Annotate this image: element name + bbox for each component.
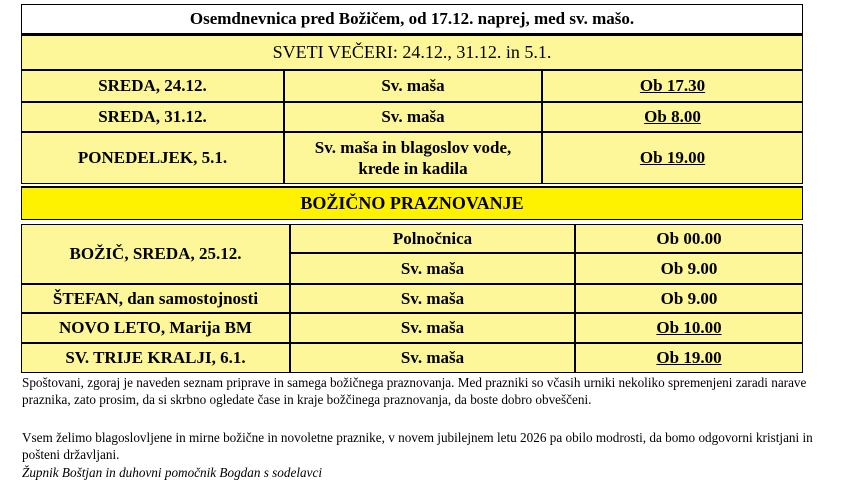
section-heading-sveti-veceri [21, 34, 803, 70]
service-label: Sv. maša [400, 318, 465, 337]
table-row-day [21, 284, 290, 313]
day-label: SREDA, 31.12. [98, 107, 207, 126]
table-row-service [290, 313, 575, 343]
service-label: Sv. maša [381, 107, 445, 126]
table-row-service [284, 132, 542, 184]
notes-text: Spoštovani, zgoraj je naveden seznam priprave in samega božičnega praznovanja. Med prazniki so včasih urniki nekoliko spremenjeni zaradi narave praznika, zato prosim, da si skrbno ogledate čase in kraje božčinega praznovanja, da boste dobro obveščeni. [22, 375, 807, 407]
table-row-service [290, 224, 575, 253]
table-row-time [542, 70, 803, 102]
service-label: Sv. maša [400, 288, 465, 308]
notes-paragraph-2 [22, 429, 847, 463]
time-label: Ob 8.00 [644, 107, 701, 126]
table-row-time [575, 253, 803, 284]
time-label: Ob 17.30 [639, 76, 706, 95]
service-label: Sv. maša [400, 258, 465, 278]
page-title [21, 4, 803, 34]
time-label: Ob 9.00 [660, 288, 718, 308]
table-row-service [290, 284, 575, 313]
title-text: Osemdnevnica pred Božičem, od 17.12. naprej, med sv. mašo. [189, 9, 635, 28]
section-heading-text: SVETI VEČERI: 24.12., 31.12. in 5.1. [272, 42, 552, 62]
time-label: Ob 00.00 [656, 228, 722, 248]
table-row-time [575, 224, 803, 253]
day-label: PONEDELJEK, 5.1. [77, 148, 228, 167]
section-heading-text: BOŽIČNO PRAZNOVANJE [300, 193, 524, 213]
signature [22, 464, 847, 481]
table-row-time [542, 102, 803, 132]
table-row-day [21, 70, 284, 102]
service-label: Sv. maša [400, 348, 465, 367]
notes-paragraph-1 [22, 374, 847, 408]
service-label: Polnočnica [392, 228, 473, 248]
table-row-day [21, 102, 284, 132]
table-row-service [290, 253, 575, 284]
day-label: SREDA, 24.12. [98, 76, 207, 95]
table-row-day [21, 132, 284, 184]
table-row-time [575, 343, 803, 373]
service-label-line1: Sv. maša in blagoslov vode, [314, 138, 512, 157]
time-label: Ob 10.00 [656, 318, 722, 337]
day-label: SV. TRIJE KRALJI, 6.1. [65, 348, 246, 367]
day-label: BOŽIČ, SREDA, 25.12. [69, 244, 242, 263]
table-row-day [21, 313, 290, 343]
section-heading-bozicno-praznovanje [21, 186, 803, 220]
table-row-time [575, 284, 803, 313]
time-label: Ob 19.00 [639, 148, 706, 167]
notes-text: Vsem želimo blagoslovljene in mirne božične in novoletne praznike, v novem jubilejnem letu 2026 pa obilo modrosti, da bomo odgovorni kristjani in pošteni državljani. [22, 430, 813, 462]
signature-text: Župnik Boštjan in duhovni pomočnik Bogdan s sodelavci [22, 465, 322, 480]
day-label: ŠTEFAN, dan samostojnosti [52, 288, 259, 308]
day-label: NOVO LETO, Marija BM [59, 318, 252, 337]
table-row-service [284, 102, 542, 132]
time-label: Ob 9.00 [660, 258, 718, 278]
service-label-line2: krede in kadila [358, 159, 468, 178]
table-row-day [21, 343, 290, 373]
service-label: Sv. maša [381, 76, 445, 95]
table-row-time [542, 132, 803, 184]
table-row-time [575, 313, 803, 343]
table-row-service [284, 70, 542, 102]
table-row-service [290, 343, 575, 373]
table-row-day [21, 224, 290, 284]
time-label: Ob 19.00 [656, 348, 722, 367]
